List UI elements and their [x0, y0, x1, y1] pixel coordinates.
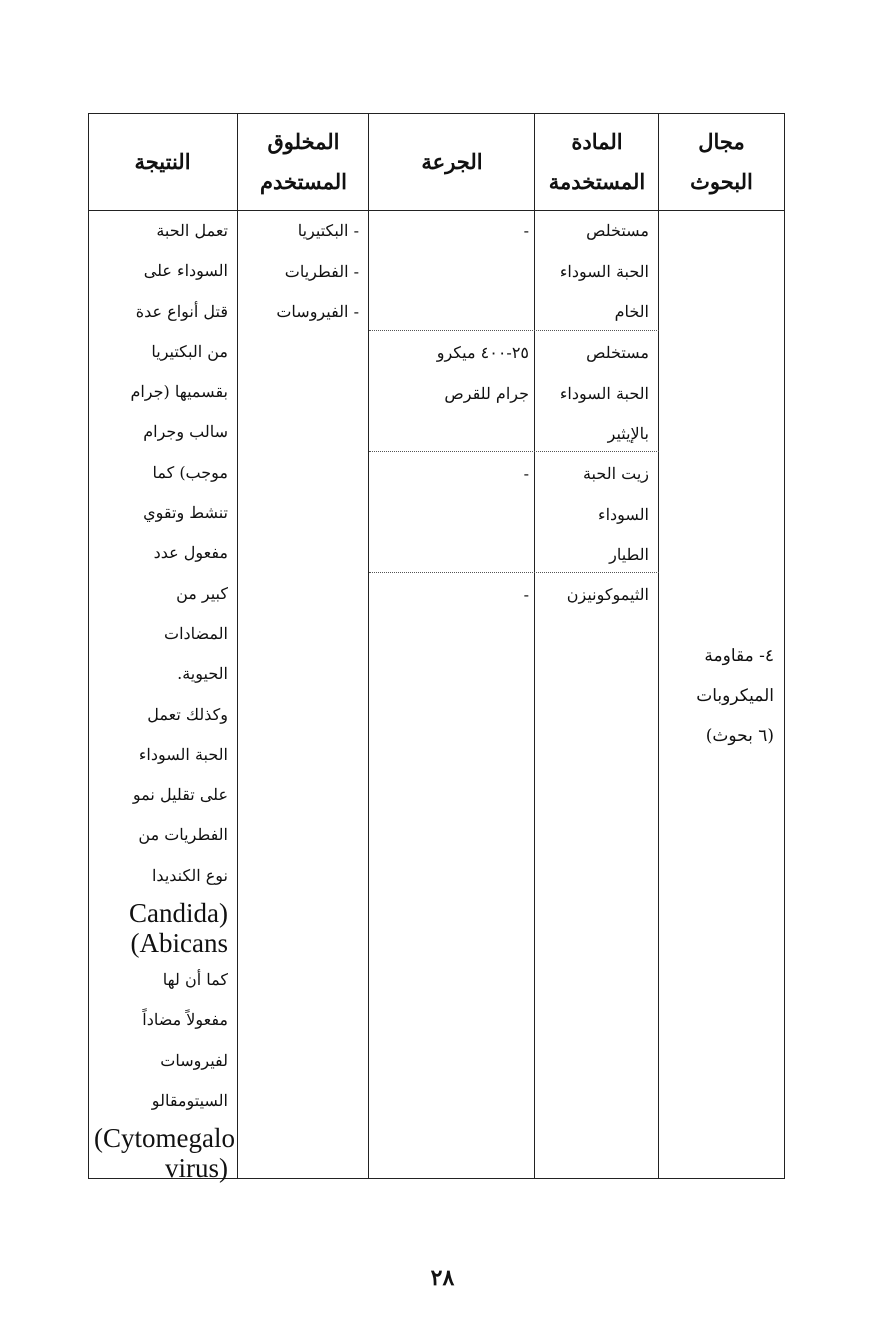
- header-result: النتيجة: [134, 149, 191, 174]
- substance-1: مستخلص الحبة السوداء الخام: [559, 221, 649, 321]
- result-text: [94, 211, 235, 1185]
- organisms-list: - البكتيريا - الفطريات - الفيروسات: [276, 221, 359, 321]
- research-table: [88, 113, 785, 1184]
- result-latin-2: (Cytomegalo virus): [94, 1123, 235, 1184]
- result-arabic-2: كما أن لها مفعولاً مضاداً لفيروسات السيتومقالو: [142, 970, 228, 1110]
- row-divider-3: [369, 572, 659, 573]
- page-number: ٢٨: [430, 1265, 455, 1291]
- dose-2: ٢٥-٤٠٠ ميكرو جرام للقرص: [436, 343, 529, 403]
- header-organism: المخلوق المستخدم: [259, 129, 348, 194]
- col-divider-2: [534, 114, 535, 1178]
- result-latin-1: Candida) (Abicans: [129, 898, 228, 959]
- substance-3: زيت الحبة السوداء الطيار: [582, 464, 649, 564]
- col-divider-1: [658, 114, 659, 1178]
- dose-1: -: [523, 221, 529, 240]
- header-dose: الجرعة: [421, 149, 483, 174]
- col-divider-4: [237, 114, 238, 1178]
- field-value: ٤- مقاومة الميكروبات (٦ بحوث): [696, 646, 774, 746]
- col-divider-3: [368, 114, 369, 1178]
- dose-4: -: [523, 585, 529, 604]
- row-divider-1: [369, 330, 659, 331]
- header-substance: المادة المستخدمة: [548, 129, 646, 194]
- substance-4: الثيموكونيزن: [566, 585, 649, 604]
- dose-3: -: [523, 464, 529, 483]
- substance-2: مستخلص الحبة السوداء بالإيثير: [559, 343, 649, 443]
- row-divider-2: [369, 451, 659, 452]
- header-field: مجال البحوث: [690, 129, 753, 194]
- result-arabic-1: تعمل الحبة السوداء على قتل أنواع عدة من البكتيريا بقسميها (جرام سالب وجرام موجب) كما تنشط وتقوي مفعول عدد كبير من المضادات الحيوية. وكذلك تعمل الحبة السوداء على تقليل نمو الفطريات من نوع الكنديدا: [130, 221, 228, 885]
